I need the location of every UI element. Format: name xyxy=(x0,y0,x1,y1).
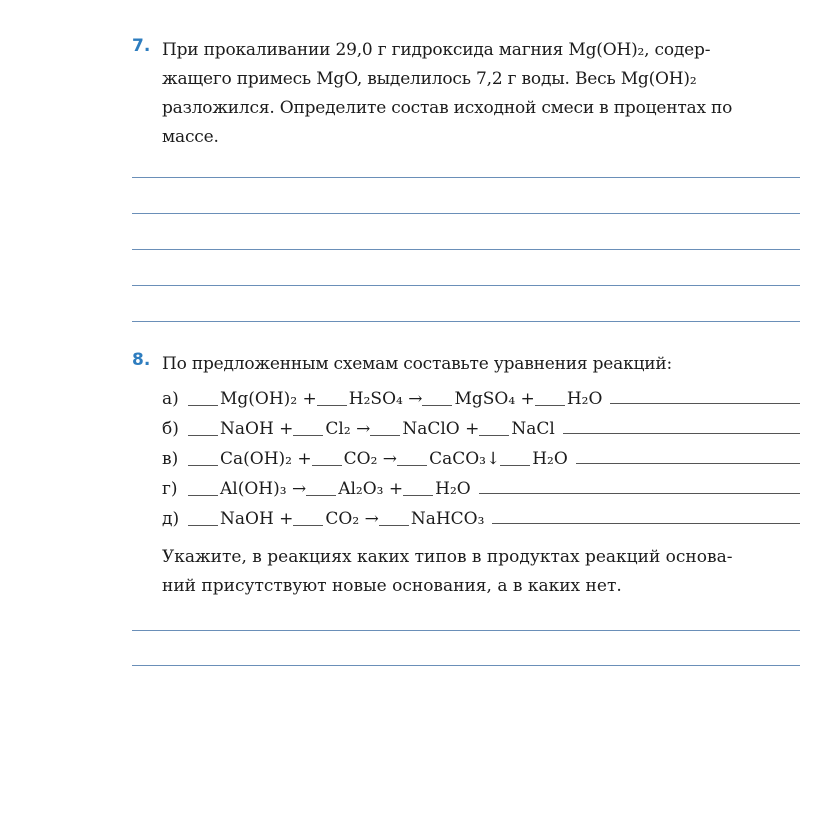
equation-label: д) xyxy=(162,509,180,529)
coefficient-blank[interactable] xyxy=(535,404,565,406)
formula-term: CaCO₃↓ xyxy=(429,449,501,469)
coefficient-blank[interactable] xyxy=(293,524,323,526)
formula-term: CO₂ → xyxy=(325,509,379,529)
coefficient-blank[interactable] xyxy=(188,494,218,496)
task-statement-line: При прокаливании 29,0 г гидроксида магния Mg(OH)₂, содер- xyxy=(162,40,711,60)
coefficient-blank[interactable] xyxy=(422,404,452,406)
answer-line[interactable] xyxy=(132,249,800,250)
answer-line[interactable] xyxy=(132,321,800,322)
question-line: ний присутствуют новые основания, а в каких нет. xyxy=(162,576,622,596)
task-intro-text: По предложенным схемам составьте уравнения реакций: xyxy=(162,354,673,374)
formula-term: H₂O xyxy=(532,449,568,469)
task-7 xyxy=(132,36,800,152)
formula-term: Mg(OH)₂ + xyxy=(220,389,317,409)
equation-row-b xyxy=(162,411,800,439)
coefficient-blank[interactable] xyxy=(403,494,433,496)
formula-term: NaCl xyxy=(511,419,555,439)
equation-label: б) xyxy=(162,419,179,439)
task-statement xyxy=(162,36,800,152)
coefficient-blank[interactable] xyxy=(188,524,218,526)
answer-line[interactable] xyxy=(132,213,800,214)
equation-row-d xyxy=(162,471,800,499)
coefficient-blank[interactable] xyxy=(188,404,218,406)
coefficient-blank[interactable] xyxy=(397,464,427,466)
formula-term: NaOH + xyxy=(220,509,294,529)
task-statement-line: массе. xyxy=(162,127,219,147)
coefficient-blank[interactable] xyxy=(306,494,336,496)
formula-term: NaClO + xyxy=(402,419,480,439)
answer-line[interactable] xyxy=(132,630,800,631)
task-intro xyxy=(162,350,800,379)
formula-term: Cl₂ → xyxy=(325,419,371,439)
formula-term: Al(OH)₃ → xyxy=(220,479,307,499)
coefficient-blank[interactable] xyxy=(188,434,218,436)
formula-term: Ca(OH)₂ + xyxy=(220,449,312,469)
formula-term: NaOH + xyxy=(220,419,294,439)
coefficient-blank[interactable] xyxy=(479,434,509,436)
answer-line[interactable] xyxy=(132,177,800,178)
equation-row-e xyxy=(162,501,800,529)
task-number: 7. xyxy=(132,36,151,56)
follow-up-question xyxy=(162,543,802,601)
equation-row-c xyxy=(162,441,800,469)
equation-row-a xyxy=(162,381,800,409)
coefficient-blank[interactable] xyxy=(370,434,400,436)
formula-term: Al₂O₃ + xyxy=(338,479,404,499)
coefficient-blank[interactable] xyxy=(188,464,218,466)
equation-label: г) xyxy=(162,479,178,499)
formula-term: MgSO₄ + xyxy=(454,389,535,409)
answer-line[interactable] xyxy=(610,402,800,404)
answer-line[interactable] xyxy=(563,432,800,434)
formula-term: H₂SO₄ → xyxy=(348,389,423,409)
coefficient-blank[interactable] xyxy=(312,464,342,466)
answer-line[interactable] xyxy=(132,285,800,286)
task-number: 8. xyxy=(132,350,151,370)
answer-line[interactable] xyxy=(479,492,800,494)
task-statement-line: разложился. Определите состав исходной смеси в процентах по xyxy=(162,98,733,118)
formula-term: H₂O xyxy=(566,389,603,409)
coefficient-blank[interactable] xyxy=(293,434,323,436)
formula-term: CO₂ → xyxy=(343,449,398,469)
coefficient-blank[interactable] xyxy=(379,524,409,526)
equation-label: а) xyxy=(162,389,179,409)
task-statement-line: жащего примесь MgO, выделилось 7,2 г воды. Весь Mg(OH)₂ xyxy=(162,69,697,89)
answer-line[interactable] xyxy=(132,665,800,666)
equation-label: в) xyxy=(162,449,179,469)
formula-term: H₂O xyxy=(435,479,471,499)
answer-line[interactable] xyxy=(576,462,800,464)
question-line: Укажите, в реакциях каких типов в продуктах реакций основа- xyxy=(162,547,733,567)
coefficient-blank[interactable] xyxy=(500,464,530,466)
coefficient-blank[interactable] xyxy=(317,404,347,406)
answer-line[interactable] xyxy=(492,522,800,524)
task-8 xyxy=(132,350,800,379)
formula-term: NaHCO₃ xyxy=(410,509,485,529)
